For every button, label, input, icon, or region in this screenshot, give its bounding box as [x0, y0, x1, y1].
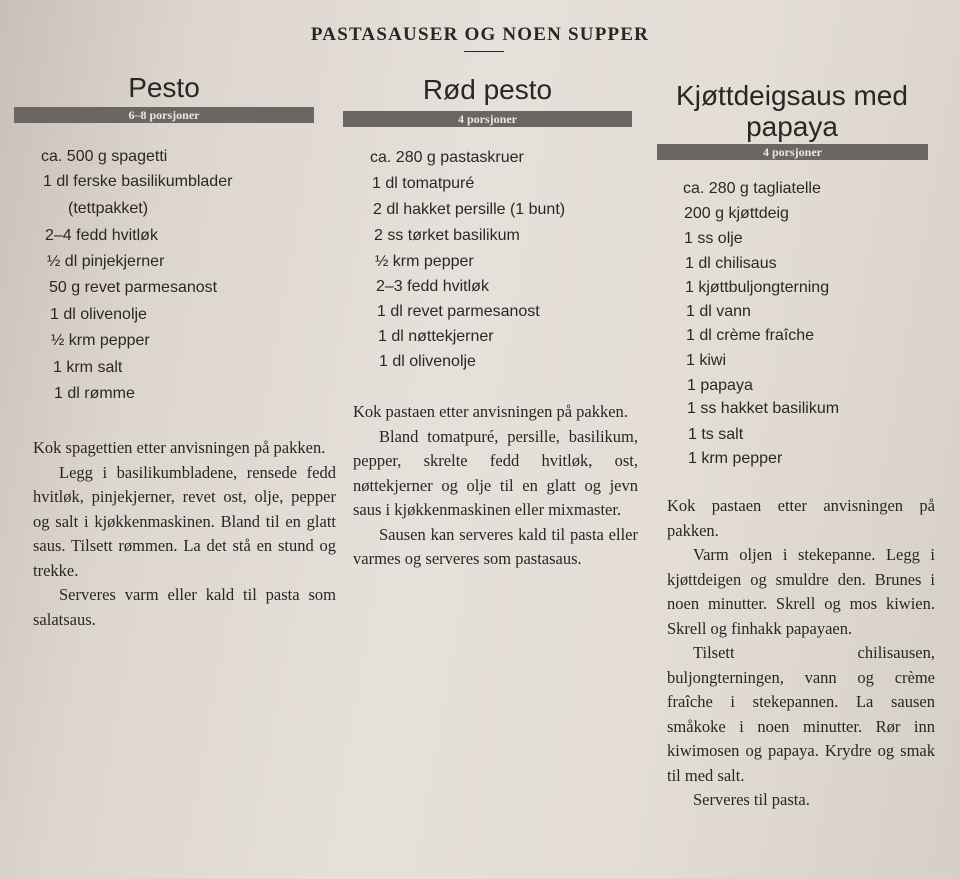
ingredient-item: 1 dl olivenolje: [50, 306, 147, 323]
servings-bar: 4 porsjoner: [657, 144, 928, 160]
ingredient-item: (tettpakket): [68, 200, 149, 217]
page-header: PASTASAUSER OG NOEN SUPPER: [0, 24, 960, 46]
servings-bar: 4 porsjoner: [343, 111, 632, 127]
ingredient-item: 1 papaya: [687, 377, 753, 394]
ingredient-item: 2–4 fedd hvitløk: [45, 227, 158, 244]
ingredient-item: 1 kjøttbuljongterning: [685, 279, 830, 296]
ingredient-item: 1 dl tomatpuré: [372, 175, 475, 192]
ingredient-item: 1 dl vann: [686, 303, 751, 320]
ingredient-item: 2 ss tørket basilikum: [374, 227, 520, 244]
instruction-paragraph: Kok spagettien etter anvisningen på pakken.: [33, 438, 326, 457]
ingredient-item: 1 dl olivenolje: [379, 353, 476, 370]
recipe-title: Kjøttdeigsaus med papaya: [676, 80, 908, 142]
header-divider: [464, 51, 504, 52]
ingredient-item: 1 ss olje: [684, 230, 743, 247]
ingredient-item: 2 dl hakket persille (1 bunt): [373, 201, 566, 218]
recipe-pesto: [14, 72, 314, 103]
instruction-paragraph: Tilsett chilisausen, buljongterningen, vann og crème fraîche i stekepannen. La sausen småkoke i noen minutter. Rør inn kiwimosen og papaya. Krydre og smak til med salt.: [667, 643, 935, 785]
ingredient-item: 1 dl ferske basilikumblader: [43, 173, 233, 190]
recipe-instructions: [667, 494, 935, 813]
ingredient-item: 1 dl rømme: [54, 385, 135, 402]
ingredient-item: 1 dl revet parmesanost: [377, 303, 540, 320]
instruction-paragraph: Legg i basilikumbladene, rensede fedd hvitløk, pinjekjerner, revet ost, olje, pepper og salt i kjøkkenmaskinen. Bland til en glatt saus. Tilsett rømmen. La det stå en stund og trekke.: [33, 462, 336, 580]
recipe-kjottdeigsaus: [657, 80, 927, 140]
ingredient-item: ca. 500 g spagetti: [41, 148, 168, 165]
recipe-instructions: [33, 436, 336, 632]
recipe-rod-pesto: [343, 74, 632, 114]
recipe-instructions: [353, 400, 638, 572]
ingredient-item: ca. 280 g pastaskruer: [370, 149, 524, 166]
ingredient-item: ½ krm pepper: [375, 253, 474, 270]
instruction-paragraph: Serveres varm eller kald til pasta som salatsaus.: [33, 585, 336, 629]
ingredient-item: ½ krm pepper: [51, 332, 150, 349]
instruction-paragraph: Varm oljen i stekepanne. Legg i kjøttdeigen og smuldre den. Brunes i noen minutter. Skrell og mos kiwien. Skrell og finhakk papayaen.: [667, 545, 935, 638]
instruction-paragraph: Sausen kan serveres kald til pasta eller varmes og serveres som pastasaus.: [353, 524, 638, 568]
servings-bar: 6–8 porsjoner: [14, 107, 314, 123]
ingredient-item: 2–3 fedd hvitløk: [376, 278, 489, 295]
recipe-title: Rød pesto: [422, 74, 553, 105]
ingredient-item: 1 kiwi: [686, 352, 727, 369]
recipe-title: Pesto: [128, 72, 200, 103]
ingredient-item: 1 dl chilisaus: [685, 255, 777, 272]
instruction-paragraph: Kok pastaen etter anvisningen på pakken.: [667, 496, 935, 540]
ingredient-item: 1 dl crème fraîche: [686, 327, 815, 344]
ingredient-item: 1 ts salt: [688, 426, 744, 443]
ingredient-item: 1 dl nøttekjerner: [378, 328, 494, 345]
instruction-paragraph: Bland tomatpuré, persille, basilikum, pepper, skrelte fedd hvitløk, ost, nøttekjerner og olje til en glatt og jevn saus i kjøkkenmaskinen eller mixmaster.: [353, 426, 638, 519]
ingredient-item: 200 g kjøttdeig: [684, 205, 789, 222]
instruction-paragraph: Kok pastaen etter anvisningen på pakken.: [353, 402, 628, 421]
ingredient-item: 1 ss hakket basilikum: [687, 400, 840, 417]
ingredient-item: ½ dl pinjekjerner: [47, 253, 165, 270]
ingredient-item: ca. 280 g tagliatelle: [683, 180, 821, 197]
ingredient-item: 1 krm pepper: [688, 450, 783, 467]
ingredient-item: 1 krm salt: [53, 359, 123, 376]
ingredient-item: 50 g revet parmesanost: [49, 279, 218, 296]
instruction-paragraph: Serveres til pasta.: [693, 790, 810, 809]
